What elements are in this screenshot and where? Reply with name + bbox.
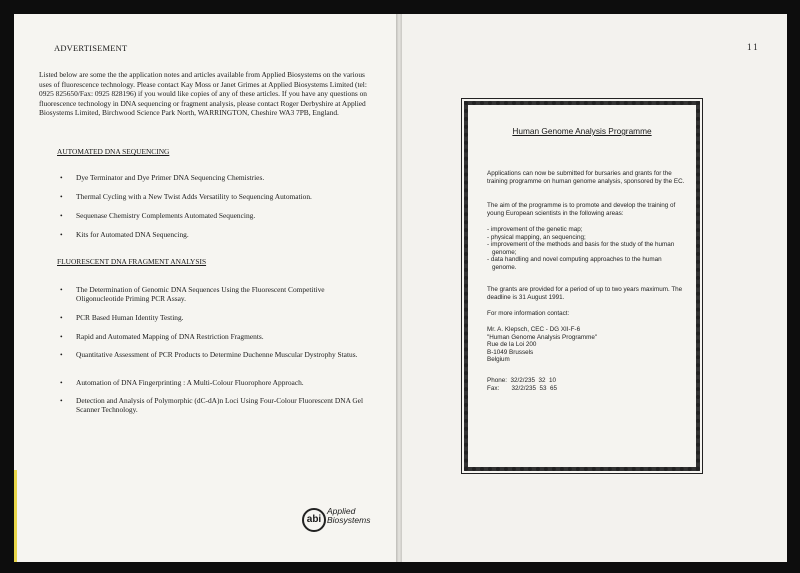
article-title: Kits for Automated DNA Sequencing. (76, 230, 189, 239)
article-title: Rapid and Automated Mapping of DNA Restriction Fragments. (76, 332, 264, 341)
bullet: • (60, 173, 63, 182)
page-number: 11 (747, 42, 760, 52)
ad-paragraph-2: The aim of the programme is to promote and develop the training of young European scientists in the following areas: (487, 202, 676, 217)
article-title: The Determination of Genomic DNA Sequences Using the Fluorescent Competitive Oligonucleotide Priming PCR Assay. (76, 285, 325, 304)
contact-block (487, 326, 687, 364)
contact-line: "Human Genome Analysis Programme" (487, 333, 598, 341)
section-automated-dna-sequencing: AUTOMATED DNA SEQUENCING (57, 147, 170, 156)
bullet: • (60, 378, 63, 387)
bullet: • (60, 211, 63, 220)
bullet: • (60, 350, 63, 359)
abi-logo-icon: abi (302, 508, 326, 532)
ad-title: Human Genome Analysis Programme (512, 126, 652, 136)
article-title: PCR Based Human Identity Testing. (76, 313, 184, 322)
contact-line: Rue de la Loi 200 (487, 341, 537, 349)
article-title: Quantitative Assessment of PCR Products to Determine Duchenne Muscular Dystrophy Status. (76, 350, 358, 359)
list-item: - improvement of the genetic map; (487, 226, 583, 233)
contact-line: Mr. A. Klepsch, CEC - DG XII-F-6 (487, 326, 581, 333)
phone-number: Phone: 32/2/235 32 10 (487, 377, 556, 384)
intro-paragraph: Listed below are some the the application notes and articles available from Applied Biosystems on the various uses of fluorescence technology. Please contact Kay Moss or Janet Grimes at Applied Biosystems Limited (tel: 0925 825650/Fax: 0925 828196) if you would like copies of any of these articles. If you have any questions on fluorescence technology in DNA sequencing or fragment analysis, please contact Roger Derbyshire at Applied Biosystems Limited, Birchwood Science Park North, WARRINGTON, Cheshire WA3 7PB, England. (39, 70, 368, 118)
bullet: • (60, 313, 63, 322)
ad-paragraph-4: For more information contact: (487, 310, 570, 317)
contact-line: B-1049 Brussels (487, 348, 534, 356)
list-item: - improvement of the methods and basis for the study of the human genome; (487, 241, 675, 256)
list-item: - data handling and novel computing approaches to the human genome. (487, 256, 662, 271)
bullet: • (60, 396, 63, 405)
article-title: Dye Terminator and Dye Primer DNA Sequencing Chemistries. (76, 173, 265, 182)
ad-paragraph-1: Applications can now be submitted for bursaries and grants for the training programme on human genome analysis, sponsored by the EC. (487, 170, 685, 185)
article-title: Automation of DNA Fingerprinting : A Multi-Colour Fluorophore Approach. (76, 378, 304, 387)
contact-line: Belgium (487, 356, 510, 364)
logo-line-2: Biosystems (327, 515, 371, 525)
applied-biosystems-logo (302, 505, 374, 533)
advertisement-header: ADVERTISEMENT (54, 43, 128, 53)
areas-list (487, 226, 687, 272)
ad-paragraph-3: The grants are provided for a period of up to two years maximum. The deadline is 31 August 1991. (487, 286, 683, 301)
list-item: - physical mapping, an sequencing; (487, 233, 586, 241)
bullet: • (60, 332, 63, 341)
bullet: • (60, 285, 63, 294)
section-fluorescent-dna-fragment-analysis: FLUORESCENT DNA FRAGMENT ANALYSIS (57, 257, 207, 266)
page-edge-strip (14, 470, 17, 562)
article-title: Detection and Analysis of Polymorphic (dC-dA)n Loci Using Four-Colour Fluorescent DNA Gel Scanner Technology. (76, 396, 364, 415)
bullet: • (60, 192, 63, 201)
bullet: • (60, 230, 63, 239)
article-title: Thermal Cycling with a New Twist Adds Versatility to Sequencing Automation. (76, 192, 312, 201)
logo-line-1: Applied (327, 506, 356, 516)
logo-wordmark (327, 507, 370, 525)
article-title: Sequenase Chemistry Complements Automated Sequencing. (76, 211, 256, 220)
fax-number: Fax: 32/2/235 53 65 (487, 385, 558, 392)
